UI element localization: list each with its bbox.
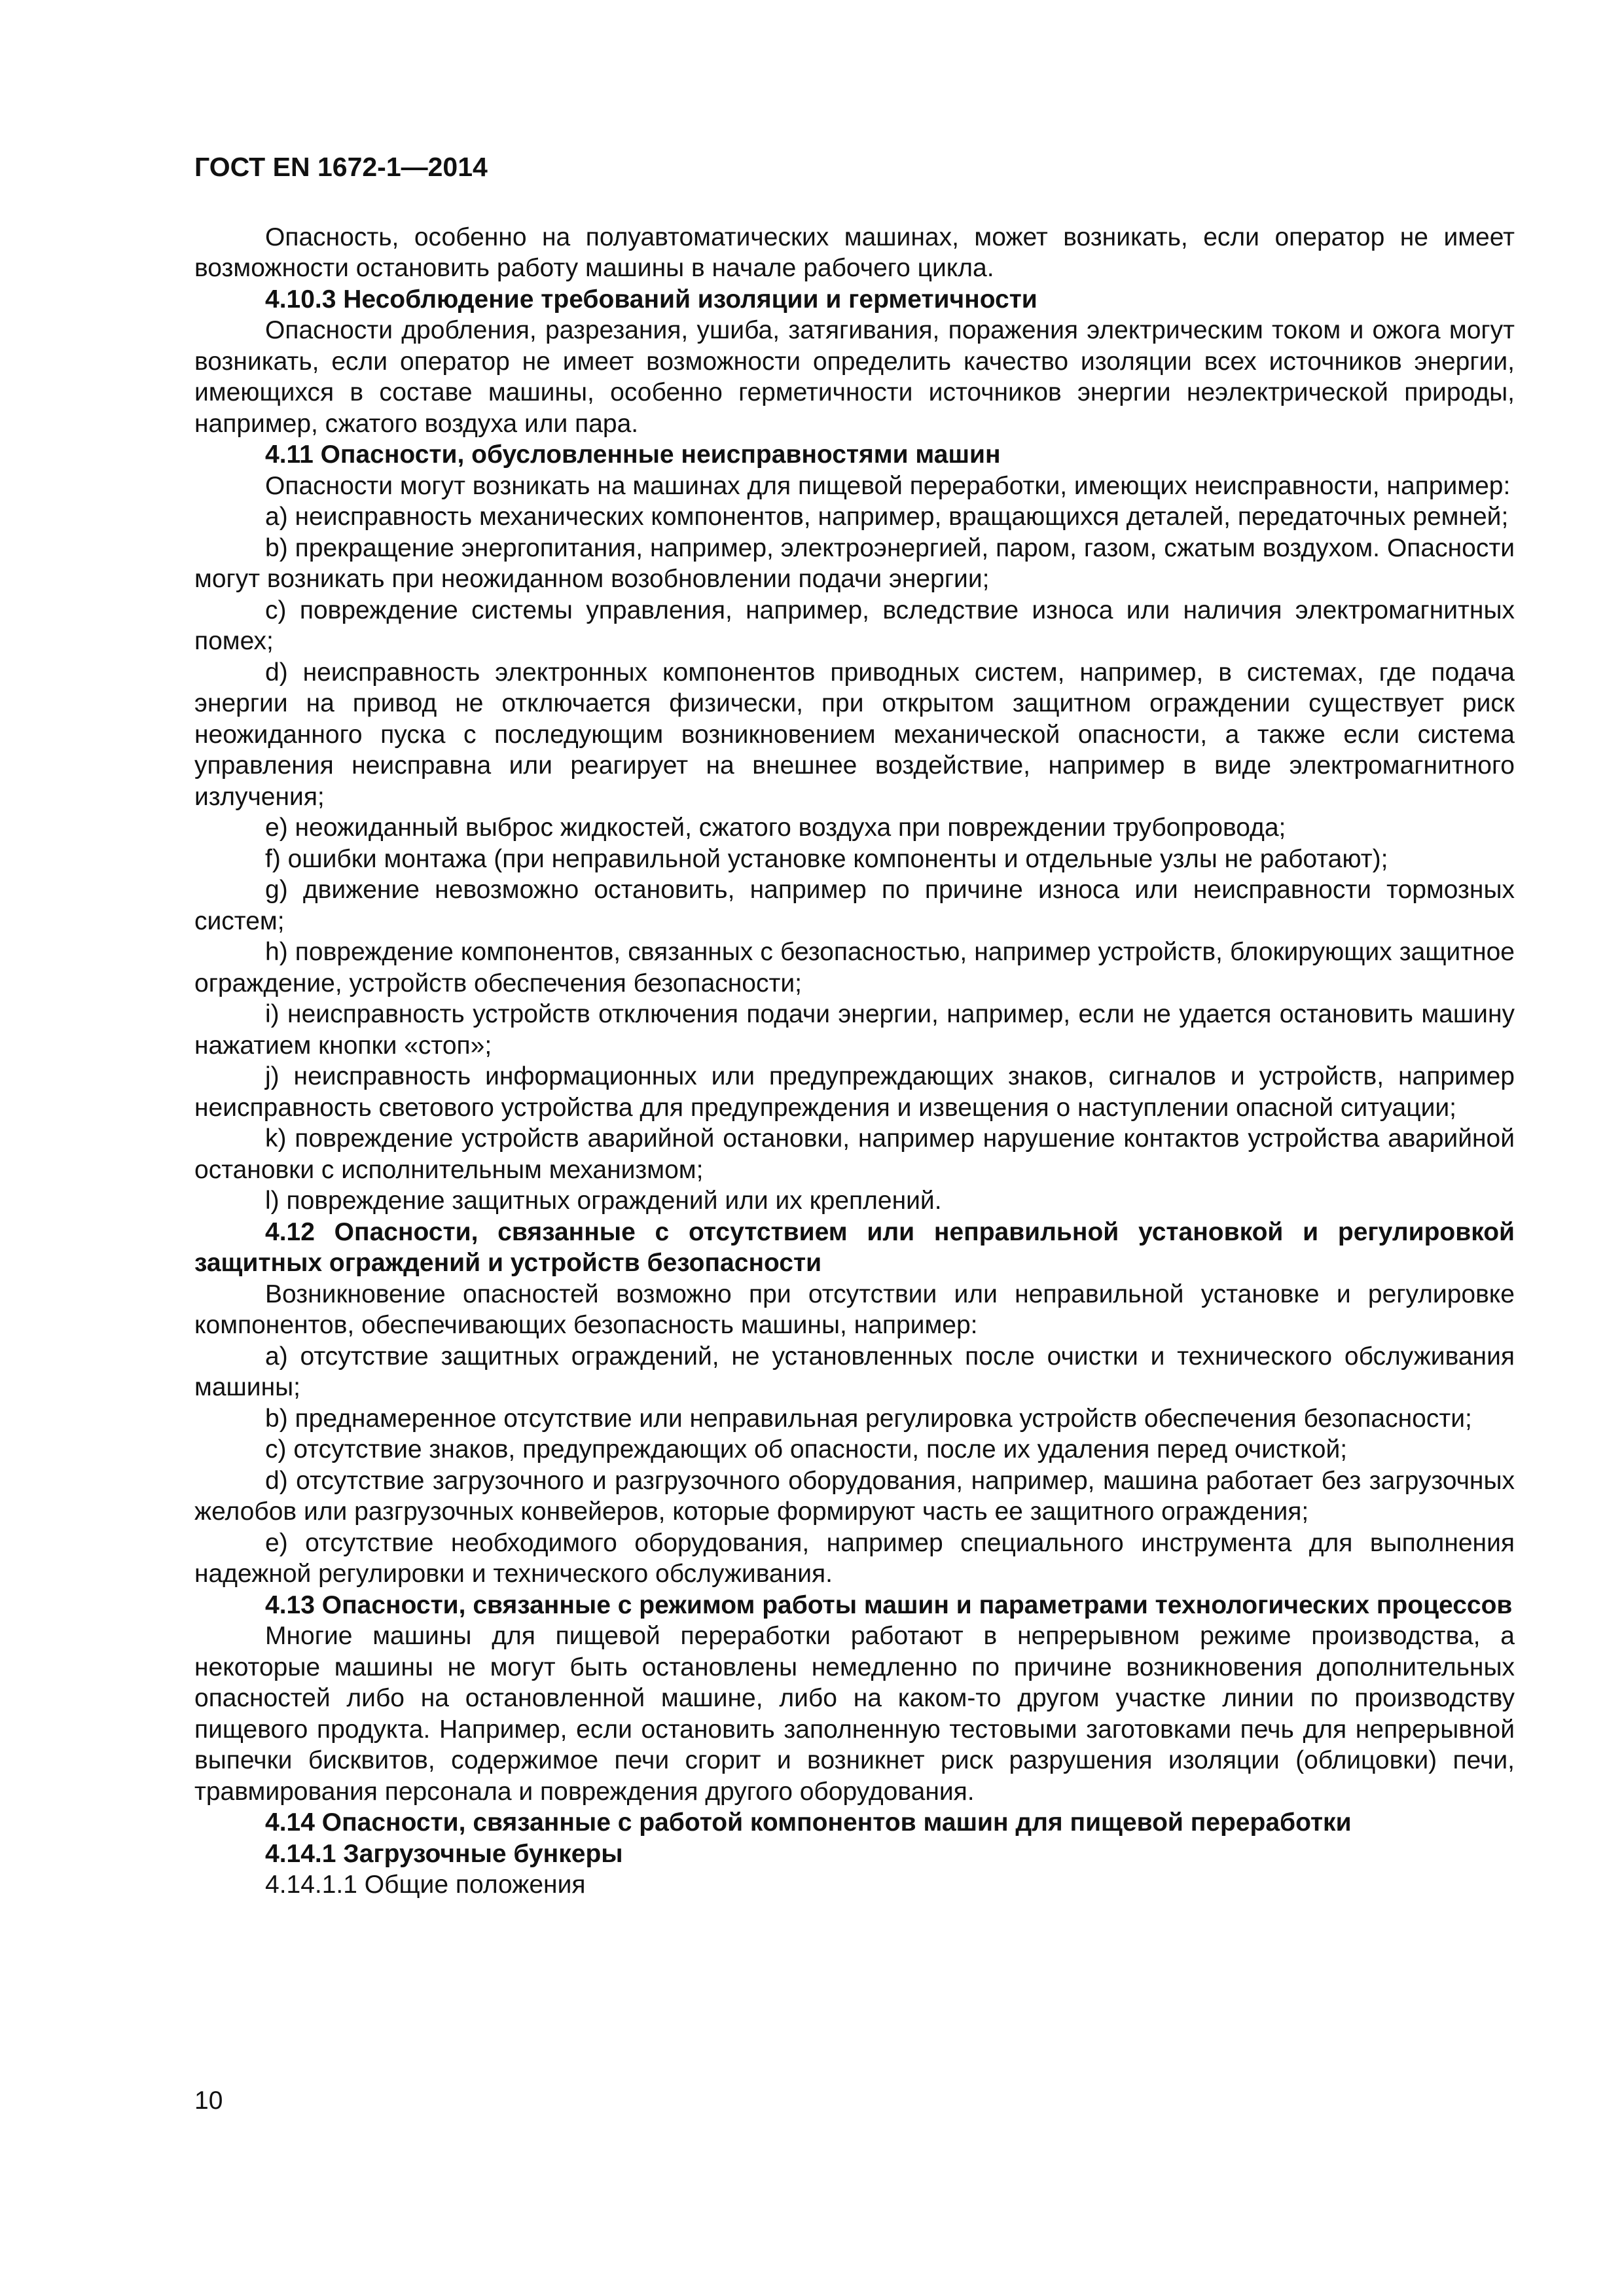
list-item: d) отсутствие загрузочного и разгрузочного оборудования, например, машина работает без загрузочных желобов или разгрузочных конвейеров, которые формируют часть ее защитного ограждения;	[194, 1466, 1515, 1526]
list-item: d) неисправность электронных компонентов приводных систем, например, в системах, где подача энергии на привод не отключается физически, при открытом защитном ограждении существует риск неожиданного пуска с последующим возникновением механической опасности, а также если система управления неисправна или реагирует на внешнее воздействие, например в виде электромагнитного излучения;	[194, 658, 1515, 811]
section-heading: 4.14 Опасности, связанные с работой компонентов машин для пищевой переработки	[265, 1808, 1352, 1837]
paragraph: Возникновение опасностей возможно при отсутствии или неправильной установке и регулировке компонентов, обеспечивающих безопасность машины, например:	[194, 1280, 1515, 1339]
page-number: 10	[194, 2087, 223, 2115]
paragraph: Опасность, особенно на полуавтоматических машинах, может возникать, если оператор не имеет возможности остановить работу машины в начале рабочего цикла.	[194, 223, 1515, 282]
list-item: c) повреждение системы управления, например, вследствие износа или наличия электромагнитных помех;	[194, 596, 1515, 655]
section-heading: 4.11 Опасности, обусловленные неисправностями машин	[265, 440, 1001, 469]
list-item: l) повреждение защитных ограждений или их креплений.	[265, 1187, 942, 1215]
list-item: b) преднамеренное отсутствие или неправильная регулировка устройств обеспечения безопасности;	[265, 1404, 1472, 1433]
list-item: c) отсутствие знаков, предупреждающих об опасности, после их удаления перед очисткой;	[265, 1435, 1348, 1463]
section-heading: 4.12 Опасности, связанные с отсутствием или неправильной установкой и регулировкой защитных ограждений и устройств безопасности	[194, 1217, 1515, 1277]
list-item: b) прекращение энергопитания, например, электроэнергией, паром, газом, сжатым воздухом. Опасности могут возникать при неожиданном возобновлении подачи энергии;	[194, 533, 1515, 593]
section-heading: 4.13 Опасности, связанные с режимом работы машин и параметрами технологических процессов	[265, 1590, 1513, 1619]
document-page	[194, 152, 1515, 1901]
list-item: e) неожиданный выброс жидкостей, сжатого воздуха при повреждении трубопровода;	[265, 814, 1286, 842]
list-item: a) отсутствие защитных ограждений, не установленных после очистки и технического обслуживания машины;	[194, 1342, 1515, 1401]
paragraph: Опасности дробления, разрезания, ушиба, затягивания, поражения электрическим током и ожога могут возникать, если оператор не имеет возможности определить качество изоляции всех источников энергии, имеющихся в составе машины, особенно герметичности источников энергии неэлектрической природы, например, сжатого воздуха или пара.	[194, 316, 1515, 438]
list-item: a) неисправность механических компонентов, например, вращающихся деталей, передаточных ремней;	[265, 503, 1509, 531]
section-heading: 4.10.3 Несоблюдение требований изоляции и герметичности	[265, 285, 1038, 314]
document-header: ГОСТ EN 1672-1—2014	[194, 152, 488, 182]
list-item: g) движение невозможно остановить, например по причине износа или неисправности тормозных систем;	[194, 876, 1515, 935]
subsection-heading: 4.14.1 Загрузочные бункеры	[265, 1839, 623, 1868]
subsubsection-heading: 4.14.1.1 Общие положения	[265, 1871, 586, 1899]
list-item: i) неисправность устройств отключения подачи энергии, например, если не удается остановить машину нажатием кнопки «стоп»;	[194, 1000, 1515, 1060]
list-item: j) неисправность информационных или предупреждающих знаков, сигналов и устройств, например неисправность светового устройства для предупреждения и извещения о наступлении опасной ситуации;	[194, 1062, 1515, 1122]
list-item: k) повреждение устройств аварийной остановки, например нарушение контактов устройства аварийной остановки с исполнительным механизмом;	[194, 1124, 1515, 1184]
paragraph: Многие машины для пищевой переработки работают в непрерывном режиме производства, а некоторые машины не могут быть остановлены немедленно по причине возникновения дополнительных опасностей либо на остановленной машине, либо на каком-то другом участке линии по производству пищевого продукта. Например, если остановить заполненную тестовыми заготовками печь для непрерывной выпечки бисквитов, содержимое печи сгорит и возникнет риск разрушения изоляции (облицовки) печи, травмирования персонала и повреждения другого оборудования.	[194, 1622, 1515, 1806]
list-item: h) повреждение компонентов, связанных с безопасностью, например устройств, блокирующих защитное ограждение, устройств обеспечения безопасности;	[194, 938, 1515, 997]
list-item: e) отсутствие необходимого оборудования, например специального инструмента для выполнения надежной регулировки и технического обслуживания.	[194, 1528, 1515, 1588]
document-body	[194, 222, 1515, 1901]
paragraph: Опасности могут возникать на машинах для пищевой переработки, имеющих неисправности, например:	[265, 471, 1511, 500]
list-item: f) ошибки монтажа (при неправильной установке компоненты и отдельные узлы не работают);	[265, 844, 1388, 873]
